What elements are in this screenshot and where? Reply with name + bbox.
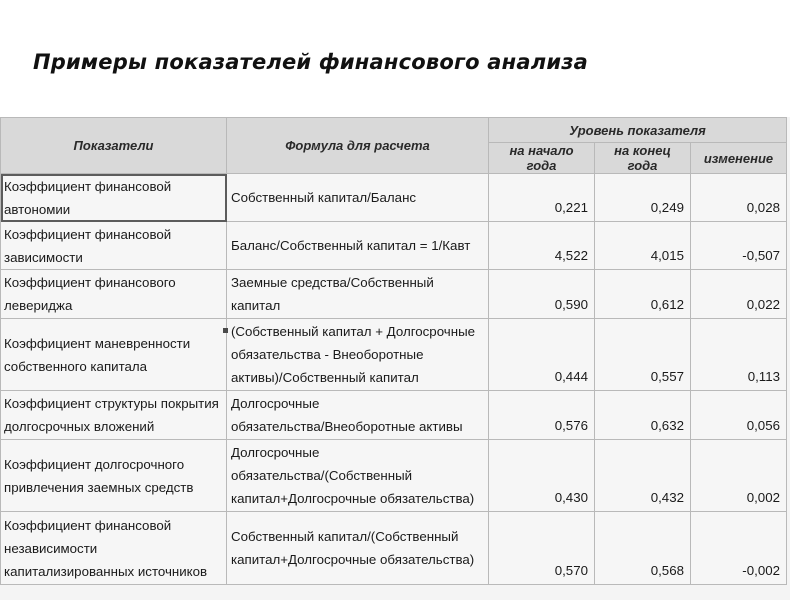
formula-cell[interactable] xyxy=(227,391,489,440)
value-change-cell[interactable]: -0,002 xyxy=(691,512,787,585)
indicator-cell[interactable] xyxy=(1,270,227,319)
indicator-cell[interactable] xyxy=(1,391,227,440)
slide-title: Примеры показателей финансового анализа xyxy=(33,50,589,74)
value-end-cell[interactable]: 4,015 xyxy=(595,222,691,270)
indicator-cell[interactable] xyxy=(1,440,227,512)
formula-cell[interactable] xyxy=(227,174,489,222)
formula-cell[interactable] xyxy=(227,512,489,585)
formula-line: Собственный капитал/(Собственный xyxy=(231,529,459,544)
table-row xyxy=(1,512,787,585)
value-change-cell[interactable]: 0,056 xyxy=(691,391,787,440)
value-start-cell[interactable]: 0,570 xyxy=(489,512,595,585)
indicator-name-line: левериджа xyxy=(4,298,73,313)
indicator-name-line: собственного капитала xyxy=(4,358,148,374)
indicator-name-line: Коэффициент финансовой xyxy=(4,178,172,194)
indicator-name-line: зависимости xyxy=(4,249,83,265)
header-start-of-year: на начало года xyxy=(489,143,595,174)
table-row xyxy=(1,391,787,440)
indicator-cell[interactable] xyxy=(1,319,227,391)
selection-fill-handle[interactable] xyxy=(223,328,228,333)
value-end-cell[interactable]: 0,568 xyxy=(595,512,691,585)
formula-cell[interactable] xyxy=(227,270,489,319)
value-start-cell[interactable]: 0,444 xyxy=(489,319,595,391)
financial-indicators-table xyxy=(0,117,787,585)
formula-cell[interactable] xyxy=(227,440,489,512)
header-end-of-year: на конец года xyxy=(595,143,691,174)
indicator-name-line: долгосрочных вложений xyxy=(4,419,155,434)
value-end-cell[interactable]: 0,249 xyxy=(595,174,691,222)
table-row xyxy=(1,222,787,270)
formula-line: обязательства/Внеоборотные активы xyxy=(231,419,463,434)
table-row xyxy=(1,319,787,391)
indicator-name-line: Коэффициент маневренности xyxy=(4,335,191,351)
formula-line: капитал+Долгосрочные обязательства) xyxy=(231,491,475,506)
spreadsheet-area xyxy=(0,117,790,600)
value-start-cell[interactable]: 0,221 xyxy=(489,174,595,222)
value-change-cell[interactable]: -0,507 xyxy=(691,222,787,270)
formula-cell[interactable] xyxy=(227,222,489,270)
value-start-cell[interactable]: 4,522 xyxy=(489,222,595,270)
indicator-cell[interactable] xyxy=(1,222,227,270)
header-formula: Формула для расчета xyxy=(227,118,489,174)
value-start-cell[interactable]: 0,430 xyxy=(489,440,595,512)
value-end-cell[interactable]: 0,632 xyxy=(595,391,691,440)
value-end-cell[interactable]: 0,557 xyxy=(595,319,691,391)
indicator-name-line: Коэффициент долгосрочного xyxy=(4,456,185,472)
value-change-cell[interactable]: 0,028 xyxy=(691,174,787,222)
formula-cell[interactable] xyxy=(227,319,489,391)
indicator-name-line: автономии xyxy=(4,201,71,217)
indicator-name-line: независимости xyxy=(4,540,98,556)
formula-line: капитал+Долгосрочные обязательства) xyxy=(231,552,475,567)
indicator-name-line: капитализированных источников xyxy=(4,563,208,579)
formula-line: (Собственный капитал + Долгосрочные xyxy=(231,324,476,339)
value-start-cell[interactable]: 0,590 xyxy=(489,270,595,319)
value-change-cell[interactable]: 0,022 xyxy=(691,270,787,319)
value-change-cell[interactable]: 0,002 xyxy=(691,440,787,512)
table-body xyxy=(1,174,787,585)
formula-line: Долгосрочные xyxy=(231,445,320,460)
indicator-name-line: Коэффициент структуры покрытия xyxy=(4,396,219,411)
table-row xyxy=(1,174,787,222)
formula-line: Баланс/Собственный капитал = 1/Кавт xyxy=(231,238,471,253)
formula-line: Долгосрочные xyxy=(231,396,320,411)
indicator-name-line: Коэффициент финансовой xyxy=(4,517,172,533)
formula-line: Заемные средства/Собственный капитал xyxy=(231,275,434,313)
indicator-cell[interactable] xyxy=(1,174,227,222)
table-row xyxy=(1,270,787,319)
header-indicator: Показатели xyxy=(1,118,227,174)
formula-line: обязательства/(Собственный xyxy=(231,468,413,483)
indicator-name-line: привлечения заемных средств xyxy=(4,479,194,495)
value-change-cell[interactable]: 0,113 xyxy=(691,319,787,391)
header-change: изменение xyxy=(691,143,787,174)
value-start-cell[interactable]: 0,576 xyxy=(489,391,595,440)
header-level: Уровень показателя xyxy=(489,118,787,143)
formula-line: активы)/Собственный капитал xyxy=(231,370,419,385)
indicator-cell[interactable] xyxy=(1,512,227,585)
value-end-cell[interactable]: 0,432 xyxy=(595,440,691,512)
value-end-cell[interactable]: 0,612 xyxy=(595,270,691,319)
indicator-name-line: Коэффициент финансового xyxy=(4,275,176,290)
indicator-name-line: Коэффициент финансовой xyxy=(4,226,172,242)
formula-line: Собственный капитал/Баланс xyxy=(231,190,417,205)
table-row xyxy=(1,440,787,512)
formula-line: обязательства - Внеоборотные xyxy=(231,347,424,362)
